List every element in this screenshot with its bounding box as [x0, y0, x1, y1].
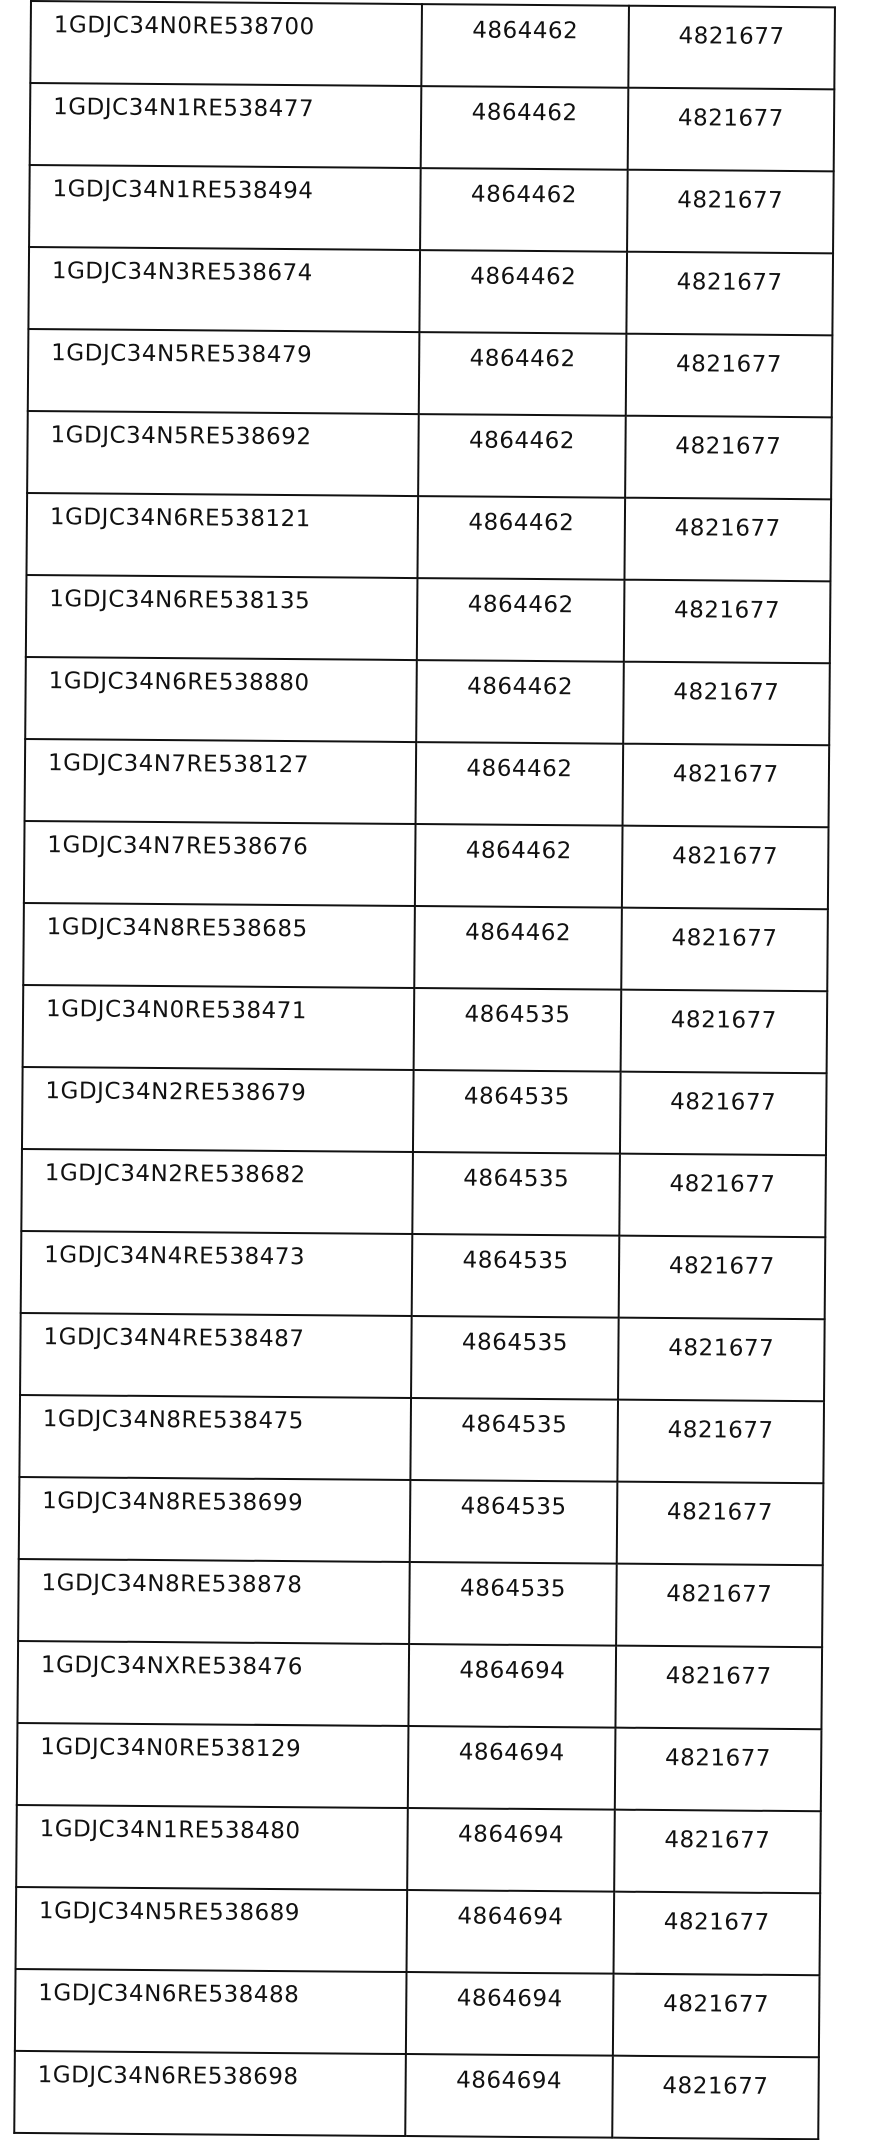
table-row — [19, 1395, 824, 1483]
patent-number-cell: 4864694 — [406, 1972, 613, 2056]
vin-cell: 1GDJC34N4RE538487 — [20, 1313, 412, 1398]
table-row — [16, 1805, 821, 1893]
table-row — [16, 1887, 821, 1975]
patent-number-cell: 4821677 — [620, 990, 827, 1074]
table-row — [27, 411, 832, 499]
table-row — [19, 1477, 824, 1565]
patent-number-cell: 4821677 — [621, 908, 828, 992]
patent-number-cell: 4864694 — [409, 1644, 616, 1728]
patent-number-cell: 4864462 — [421, 86, 628, 170]
vin-cell: 1GDJC34N5RE538689 — [16, 1887, 408, 1972]
patent-number-cell: 4821677 — [626, 252, 833, 336]
vin-cell: 1GDJC34N7RE538127 — [25, 739, 417, 824]
vin-cell: 1GDJC34N8RE538878 — [18, 1559, 410, 1644]
patent-number-cell: 4864462 — [415, 906, 622, 990]
table-row — [26, 493, 831, 581]
table-row — [21, 1149, 826, 1237]
patent-number-cell: 4864462 — [418, 496, 625, 580]
patent-number-cell: 4821677 — [623, 580, 830, 664]
vin-cell: 1GDJC34N2RE538682 — [21, 1149, 413, 1234]
table-row — [30, 1, 835, 89]
vin-cell: 1GDJC34N3RE538674 — [28, 247, 420, 332]
patent-number-cell: 4864694 — [408, 1726, 615, 1810]
patent-number-cell: 4821677 — [622, 826, 829, 910]
patent-number-cell: 4821677 — [618, 1318, 825, 1402]
vin-cell: 1GDJC34N8RE538699 — [19, 1477, 411, 1562]
patent-number-cell: 4821677 — [624, 498, 831, 582]
patent-number-cell: 4821677 — [613, 1974, 820, 2058]
table-row — [17, 1641, 822, 1729]
patent-number-cell: 4864462 — [417, 578, 624, 662]
patent-number-cell: 4864462 — [420, 168, 627, 252]
table-row — [30, 83, 835, 171]
table-row — [23, 985, 828, 1073]
vin-cell: 1GDJC34N6RE538135 — [26, 575, 418, 660]
patent-number-cell: 4821677 — [618, 1236, 825, 1320]
table-row — [25, 739, 830, 827]
table-row — [22, 1067, 827, 1155]
vin-cell: 1GDJC34N0RE538700 — [30, 1, 422, 86]
patent-number-cell: 4864535 — [412, 1234, 619, 1318]
vin-patent-table — [13, 0, 836, 2140]
patent-number-cell: 4864462 — [420, 250, 627, 334]
table-row — [26, 575, 831, 663]
table-row — [15, 1969, 820, 2057]
vin-cell: 1GDJC34N8RE538685 — [23, 903, 415, 988]
table-row — [28, 247, 833, 335]
patent-number-cell: 4821677 — [614, 1810, 821, 1894]
patent-number-cell: 4821677 — [628, 6, 835, 90]
patent-number-cell: 4821677 — [622, 744, 829, 828]
patent-number-cell: 4821677 — [627, 170, 834, 254]
patent-number-cell: 4864694 — [407, 1890, 614, 1974]
table-body — [14, 1, 835, 2139]
patent-number-cell: 4864535 — [411, 1398, 618, 1482]
patent-number-cell: 4821677 — [627, 88, 834, 172]
patent-number-cell: 4821677 — [616, 1564, 823, 1648]
patent-number-cell: 4821677 — [613, 1892, 820, 1976]
patent-number-cell: 4821677 — [616, 1482, 823, 1566]
patent-number-cell: 4864535 — [411, 1316, 618, 1400]
patent-number-cell: 4864462 — [416, 742, 623, 826]
vin-cell: 1GDJC34N5RE538692 — [27, 411, 419, 496]
patent-number-cell: 4864694 — [407, 1808, 614, 1892]
table-row — [20, 1313, 825, 1401]
patent-number-cell: 4821677 — [625, 416, 832, 500]
vin-cell: 1GDJC34N6RE538880 — [25, 657, 417, 742]
patent-number-cell: 4821677 — [617, 1400, 824, 1484]
patent-number-cell: 4864462 — [419, 332, 626, 416]
vin-cell: 1GDJC34N2RE538679 — [22, 1067, 414, 1152]
patent-number-cell: 4864535 — [410, 1480, 617, 1564]
patent-number-cell: 4821677 — [612, 2056, 819, 2140]
vin-cell: 1GDJC34N1RE538477 — [30, 83, 422, 168]
vin-cell: 1GDJC34N5RE538479 — [28, 329, 420, 414]
patent-number-cell: 4864535 — [409, 1562, 616, 1646]
table-row — [23, 903, 828, 991]
table-row — [14, 2051, 819, 2139]
vin-cell: 1GDJC34N7RE538676 — [24, 821, 416, 906]
vin-cell: 1GDJC34N6RE538698 — [14, 2051, 406, 2136]
vin-cell: 1GDJC34N4RE538473 — [21, 1231, 413, 1316]
vin-cell: 1GDJC34N1RE538480 — [16, 1805, 408, 1890]
vin-cell: 1GDJC34N6RE538488 — [15, 1969, 407, 2054]
vin-cell: 1GDJC34N6RE538121 — [26, 493, 418, 578]
table-row — [28, 329, 833, 417]
vin-cell: 1GDJC34NXRE538476 — [17, 1641, 409, 1726]
table-row — [17, 1723, 822, 1811]
patent-number-cell: 4864535 — [413, 1152, 620, 1236]
patent-number-cell: 4821677 — [614, 1728, 821, 1812]
table-row — [21, 1231, 826, 1319]
patent-number-cell: 4821677 — [620, 1072, 827, 1156]
patent-number-cell: 4864694 — [406, 2054, 613, 2138]
patent-number-cell: 4821677 — [625, 334, 832, 418]
patent-number-cell: 4821677 — [619, 1154, 826, 1238]
vin-cell: 1GDJC34N0RE538471 — [23, 985, 415, 1070]
patent-number-cell: 4821677 — [623, 662, 830, 746]
vin-cell: 1GDJC34N0RE538129 — [17, 1723, 409, 1808]
table-row — [18, 1559, 823, 1647]
patent-number-cell: 4864462 — [422, 4, 629, 88]
patent-number-cell: 4864462 — [415, 824, 622, 908]
vin-cell: 1GDJC34N1RE538494 — [29, 165, 421, 250]
vin-cell: 1GDJC34N8RE538475 — [19, 1395, 411, 1480]
patent-number-cell: 4821677 — [615, 1646, 822, 1730]
patent-number-cell: 4864462 — [416, 660, 623, 744]
patent-number-cell: 4864462 — [418, 414, 625, 498]
table-row — [25, 657, 830, 745]
table-row — [24, 821, 829, 909]
table-row — [29, 165, 834, 253]
patent-number-cell: 4864535 — [414, 988, 621, 1072]
patent-number-cell: 4864535 — [413, 1070, 620, 1154]
